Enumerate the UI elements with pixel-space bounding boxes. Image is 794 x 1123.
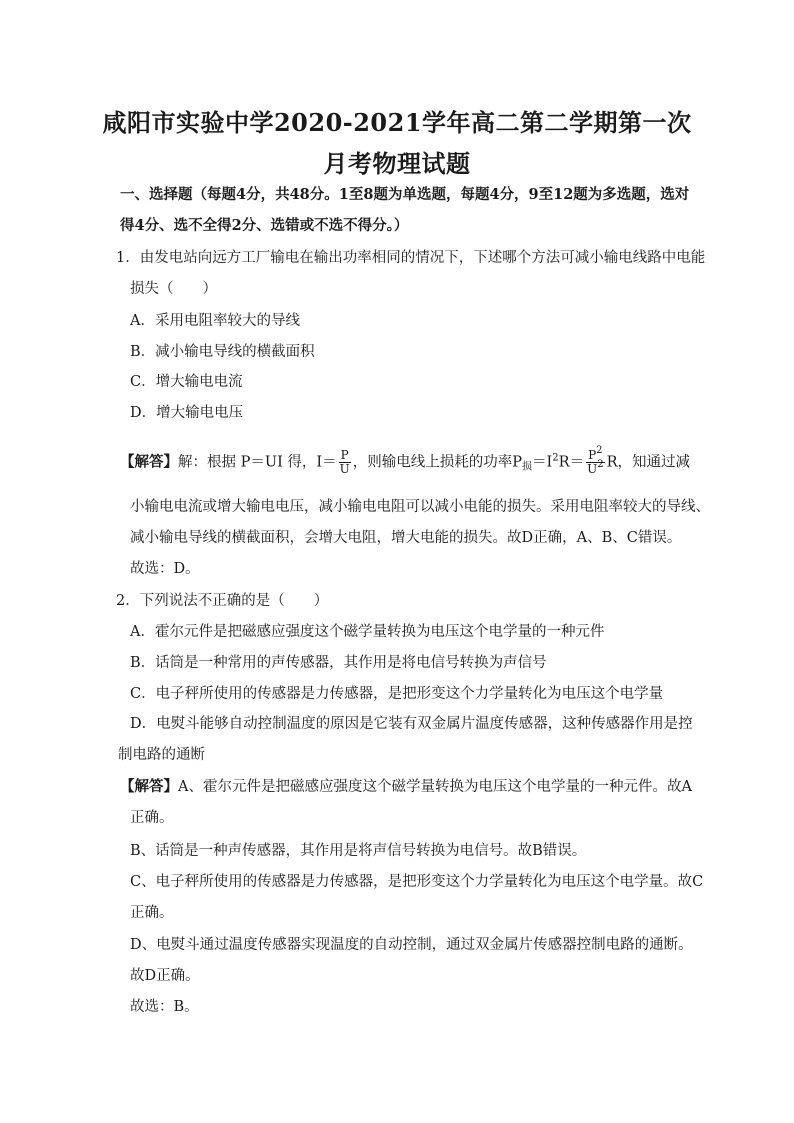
answer-label: 【解答】 [120, 453, 178, 471]
q1-answer-line3: 减小输电导线的横截面积，会增大电阻，增大电能的损失。故D正确，A、B、C错误。 [130, 530, 682, 546]
q1-option-a: A．采用电阻率较大的导线 [130, 313, 300, 329]
q2-answer-a-line1 [120, 777, 692, 797]
exam-title-line1: 咸阳市实验中学2020-2021学年高二第二学期第一次 [102, 108, 692, 137]
q2-answer-b: B、话筒是一种声传感器，其作用是将声信号转换为电信号。故B错误。 [130, 843, 587, 859]
answer-label: 【解答】 [120, 778, 178, 795]
fraction-numerator: P [340, 448, 349, 462]
q2-answer-c-line2: 正确。 [130, 905, 174, 921]
q1-answer-text-5: R，知通过减 [606, 454, 690, 471]
q1-answer-text-4: R＝ [558, 454, 585, 471]
q1-answer-line4: 故选：D。 [130, 561, 200, 577]
q2-answer-final: 故选：B。 [130, 999, 199, 1015]
q1-stem-line2: 损失（ ） [130, 281, 217, 297]
q2-option-c: C．电子秤所使用的传感器是力传感器，是把形变这个力学量转化为电压这个电学量 [130, 686, 664, 702]
q1-option-d: D．增大输电电压 [130, 405, 244, 421]
fraction-p-over-u [338, 449, 352, 476]
subscript-loss: 损 [522, 461, 533, 473]
q1-answer-text-2: ，则输电线上损耗的功率P [352, 454, 523, 471]
q1-answer-text-3: ＝I [532, 454, 553, 471]
superscript-2: 2 [552, 452, 559, 464]
fraction-num-base: P [588, 448, 597, 462]
fraction-denominator: U [339, 462, 350, 476]
q2-answer-a-text: A、霍尔元件是把磁感应强度这个磁学量转换为电压这个电学量的一种元件。故A [178, 779, 692, 795]
q1-answer-text-1: 解：根据 P＝UI 得，I＝ [178, 454, 337, 471]
section-instructions-line1: 一、选择题（每题4分，共48分。1至8题为单选题，每题4分，9至12题为多选题，选对 [120, 186, 690, 203]
q2-option-d: D．电熨斗能够自动控制温度的原因是它装有双金属片温度传感器，这种传感器作用是控 [130, 716, 693, 732]
q1-option-c: C．增大输电电流 [130, 374, 243, 390]
q1-answer-line1 [120, 445, 690, 476]
q2-answer-d-line1: D、电熨斗通过温度传感器实现温度的自动控制，通过双金属片传感器控制电路的通断。 [130, 937, 693, 953]
q2-answer-a-line2: 正确。 [130, 810, 174, 826]
fraction-den-base: U [587, 462, 598, 476]
fraction-den-sup: 2 [597, 459, 604, 470]
q2-option-b: B．话筒是一种常用的声传感器，其作用是将电信号转换为声信号 [130, 655, 547, 671]
q1-option-b: B．减小输电导线的横截面积 [130, 344, 315, 360]
q2-answer-d-line2: 故D正确。 [130, 968, 200, 984]
fraction-p2-over-u2 [585, 445, 606, 476]
q1-stem-line1: 1．由发电站向远方工厂输电在输出功率相同的情况下，下述哪个方法可减小输电线路中电能 [116, 250, 706, 266]
fraction-num-sup: 2 [596, 445, 603, 456]
section-instructions-line2: 得4分、选不全得2分、选错或不选不得分。） [120, 217, 409, 234]
q1-answer-line2: 小输电电流或增大输电电压，减小输电电阻可以减小电能的损失。采用电阻率较大的导线、 [130, 499, 710, 515]
q2-answer-c-line1: C、电子秤所使用的传感器是力传感器，是把形变这个力学量转化为电压这个电学量。故C [130, 874, 704, 890]
q2-stem: 2．下列说法不正确的是（ ） [116, 593, 329, 609]
q2-option-a: A．霍尔元件是把磁感应强度这个磁学量转换为电压这个电学量的一种元件 [130, 624, 605, 640]
fraction-denominator [585, 459, 606, 476]
exam-title-line2: 月考物理试题 [323, 149, 471, 178]
q2-option-d-continued: 制电路的通断 [118, 747, 205, 763]
